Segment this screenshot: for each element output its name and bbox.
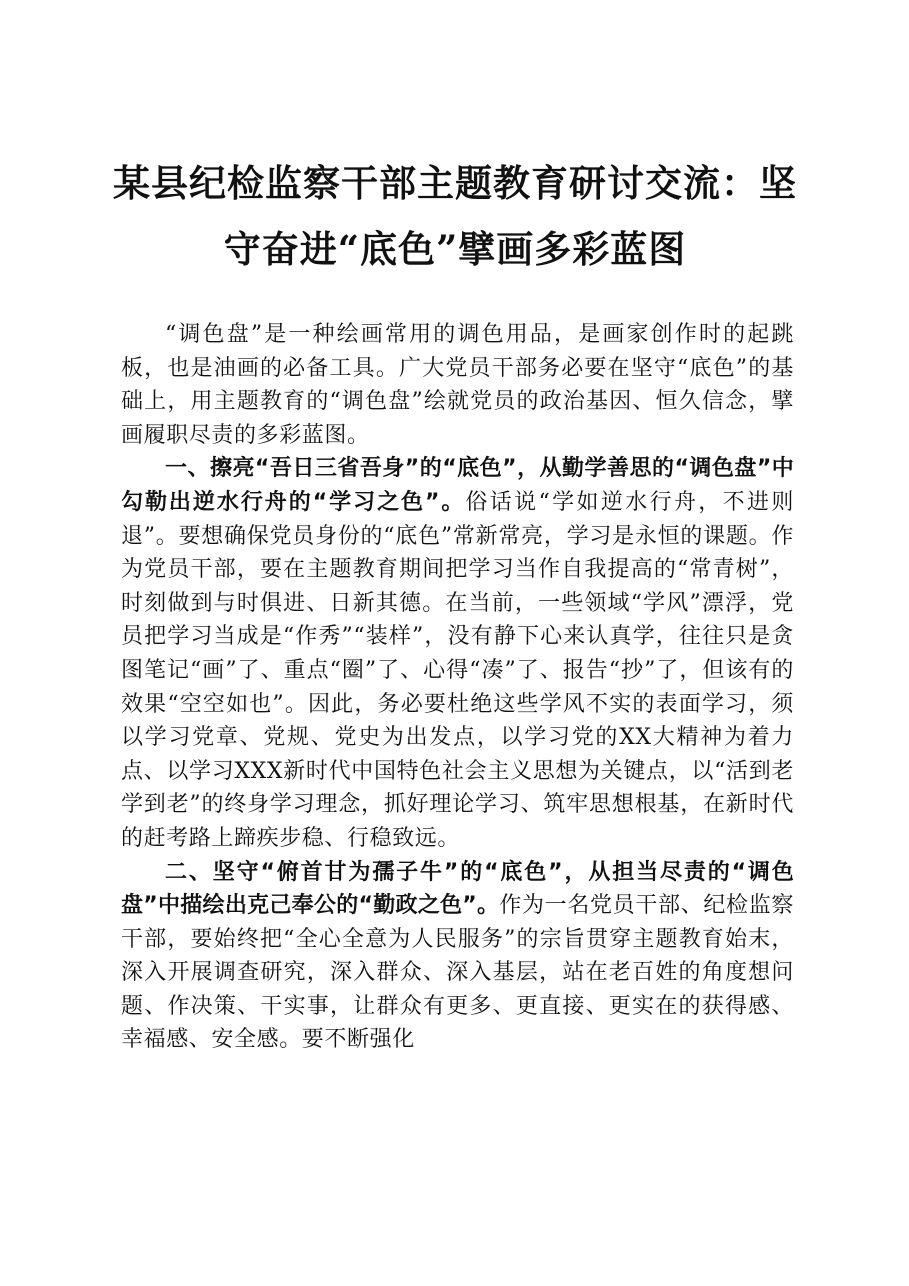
section-two-paragraph <box>121 856 794 1058</box>
section-one-heading: 一、擦亮“吾日三省吾身”的“底色”，从勤学善思的“调色盘”中勾勒出逆水行舟的“学习之色”。 <box>121 456 794 515</box>
section-one-text: 俗话说“学如逆水行舟，不进则退”。要想确保党员身份的“底色”常新常亮，学习是永恒的课题。作为党员干部，要在主题教育期间把学习当作自我提高的“常青树”，时刻做到与时俱进、日新其德。在当前，一些领域“学风”漂浮，党员把学习当成是“作秀”“装样”，没有静下心来认真学，往往只是贪图笔记“画”了、重点“圈”了、心得“凑”了、报告“抄”了，但该有的效果“空空如也”。因此，务必要杜绝这些学风不实的表面学习，须以学习党章、党规、党史为出发点，以学习党的XX大精神为着力点、以学习XXX新时代中国特色社会主义思想为关键点，以“活到老学到老”的终身学习理念，抓好理论学习、筑牢思想根基，在新时代的赶考路上蹄疾步稳、行稳致远。 <box>121 489 795 851</box>
section-two-text: 作为一名党员干部、纪检监察干部，要始终把“全心全意为人民服务”的宗旨贯穿主题教育始末，深入开展调查研究，深入群众、深入基层，站在老百姓的角度想问题、作决策、干实事，让群众有更多、更直接、更实在的获得感、幸福感、安全感。要不断强化 <box>121 893 794 1053</box>
document-body <box>121 318 794 1057</box>
section-one-paragraph <box>121 452 794 855</box>
document-title: 某县纪检监察干部主题教育研讨交流：坚守奋进“底色”擘画多彩蓝图 <box>113 161 797 271</box>
paragraph-text: “调色盘”是一种绘画常用的调色用品，是画家创作时的起跳板，也是油画的必备工具。广大党员干部务必要在坚守“底色”的基础上，用主题教育的“调色盘”绘就党员的政治基因、恒久信念，擘画履职尽责的多彩蓝图。 <box>121 322 794 448</box>
intro-paragraph <box>121 318 794 452</box>
section-two-heading: 二、坚守“俯首甘为孺子牛”的“底色”，从担当尽责的“调色盘”中描绘出克己奉公的“勤政之色”。 <box>121 859 794 919</box>
